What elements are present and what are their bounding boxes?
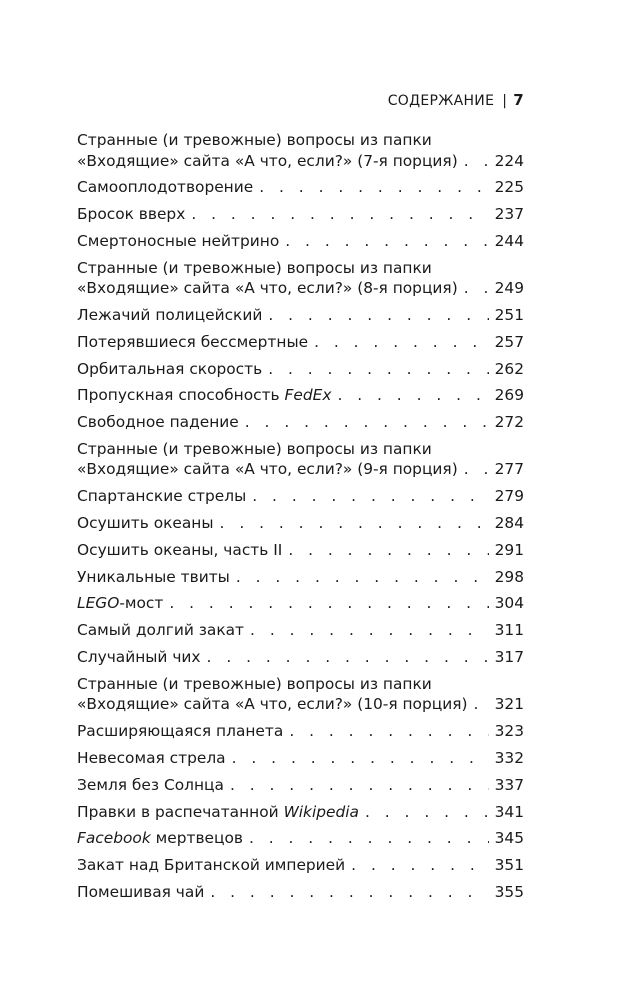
toc-entry-row	[77, 828, 524, 849]
dot-leader	[207, 647, 489, 668]
toc-entry	[77, 567, 524, 588]
toc-page-number: 337	[494, 775, 524, 794]
dot-leader	[250, 620, 489, 641]
toc-page-number: 262	[494, 359, 524, 378]
toc-entry-row	[77, 694, 524, 715]
dot-leader	[285, 231, 488, 252]
toc-entry	[77, 258, 524, 299]
toc-entry	[77, 721, 524, 742]
dot-leader	[464, 151, 489, 172]
dot-leader	[314, 332, 489, 353]
toc-entry-title: Невесомая стрела	[77, 748, 226, 767]
toc-entry-row	[77, 385, 524, 406]
toc-entry	[77, 513, 524, 534]
toc-entry-row	[77, 359, 524, 380]
toc-entry-row	[77, 855, 524, 876]
toc-entry-title: Спартанские стрелы	[77, 487, 247, 506]
dot-leader	[232, 748, 489, 769]
toc-entry-title-line: Странные (и тревожные) вопросы из папки	[77, 439, 432, 458]
toc-entry-title: Уникальные твиты	[77, 567, 230, 586]
dot-leader	[474, 694, 489, 715]
toc-page-number: 269	[494, 386, 524, 405]
toc-entry-title-line: Странные (и тревожные) вопросы из папки	[77, 674, 432, 693]
dot-leader	[351, 855, 488, 876]
toc-page-number: 279	[494, 487, 524, 506]
toc-entry	[77, 231, 524, 252]
toc-entry-row	[77, 802, 524, 823]
toc-entry-row	[77, 775, 524, 796]
toc-page-number: 249	[494, 279, 524, 298]
toc-entry-title-italic: Wikipedia	[283, 802, 359, 821]
toc-entry-title: Самый долгий закат	[77, 621, 245, 640]
toc-entry	[77, 674, 524, 715]
toc-entry-title: Закат над Британской империей	[77, 856, 346, 875]
toc-entry-row	[77, 540, 524, 561]
toc-page-number: 332	[494, 748, 524, 767]
toc-entry-title	[77, 593, 163, 614]
toc-entry-title: Орбитальная скорость	[77, 359, 263, 378]
dot-leader	[245, 412, 489, 433]
toc-entry-row	[77, 412, 524, 433]
toc-entry-title	[77, 828, 243, 849]
toc-entry	[77, 204, 524, 225]
dot-leader	[289, 721, 488, 742]
dot-leader	[191, 204, 488, 225]
toc-entry-title: Самооплодотворение	[77, 178, 254, 197]
toc-entry-row	[77, 647, 524, 668]
toc-entry	[77, 855, 524, 876]
dot-leader	[236, 567, 489, 588]
toc-entry	[77, 593, 524, 614]
toc-entry-title-text: Правки в распечатанной	[77, 802, 284, 821]
dot-leader	[259, 177, 488, 198]
dot-leader	[464, 278, 489, 299]
toc-entry-title: Помешивая чай	[77, 882, 205, 901]
toc-page-number: 224	[494, 151, 524, 170]
toc-entry-row	[77, 593, 524, 614]
toc-entry	[77, 828, 524, 849]
toc-page-number: 257	[494, 332, 524, 351]
toc-entry-title-text: -мост	[119, 594, 164, 613]
toc-entry-title-text: Пропускная способность	[77, 386, 285, 405]
toc-entry-title-line: Странные (и тревожные) вопросы из папки	[77, 131, 432, 149]
toc-entry	[77, 305, 524, 326]
toc-page-number: 237	[494, 205, 524, 224]
toc-entry-row	[77, 567, 524, 588]
toc-page-number: 345	[494, 829, 524, 848]
toc-entry-row	[77, 459, 524, 480]
toc-entry	[77, 332, 524, 353]
dot-leader	[220, 513, 489, 534]
toc-entry-row	[77, 151, 524, 172]
toc-entry	[77, 802, 524, 823]
toc-entry-row	[77, 748, 524, 769]
dot-leader	[230, 775, 489, 796]
header-separator: |	[502, 93, 508, 109]
toc-entry	[77, 882, 524, 903]
toc-entry	[77, 540, 524, 561]
toc-entry-title: Осушить океаны	[77, 514, 214, 533]
table-of-contents	[77, 130, 524, 909]
toc-page-number: 304	[494, 594, 524, 613]
toc-entry-row	[77, 882, 524, 903]
toc-entry-title: Лежачий полицейский	[77, 305, 263, 324]
toc-entry	[77, 620, 524, 641]
toc-entry-title: «Входящие» сайта «А что, если?» (9-я порция)	[77, 460, 458, 479]
toc-entry-row	[77, 177, 524, 198]
toc-entry-row	[77, 231, 524, 252]
dot-leader	[210, 882, 488, 903]
toc-entry	[77, 412, 524, 433]
toc-entry-row	[77, 332, 524, 353]
toc-page-number: 351	[494, 856, 524, 875]
toc-entry-title-line: Странные (и тревожные) вопросы из папки	[77, 258, 432, 277]
toc-entry	[77, 748, 524, 769]
toc-entry-title-italic: Facebook	[77, 829, 151, 848]
dot-leader	[249, 828, 489, 849]
dot-leader	[268, 359, 488, 380]
section-title: СОДЕРЖАНИЕ	[387, 93, 495, 109]
toc-entry	[77, 486, 524, 507]
toc-entry	[77, 775, 524, 796]
toc-entry-title: Расширяющаяся планета	[77, 722, 284, 741]
toc-entry-row	[77, 278, 524, 299]
toc-page-number: 291	[494, 540, 524, 559]
toc-entry-title: «Входящие» сайта «А что, если?» (7-я порция)	[77, 151, 458, 170]
toc-page-number: 355	[494, 882, 524, 901]
toc-page-number: 321	[494, 695, 524, 714]
toc-entry-title: Свободное падение	[77, 413, 239, 432]
toc-entry-title: Земля без Солнца	[77, 775, 224, 794]
dot-leader	[337, 385, 488, 406]
toc-entry-title-text: мертвецов	[150, 829, 243, 848]
toc-page-number: 244	[494, 231, 524, 250]
page-number: 7	[513, 91, 524, 109]
dot-leader	[169, 593, 488, 614]
toc-entry-title: Потерявшиеся бессмертные	[77, 332, 309, 351]
dot-leader	[365, 802, 489, 823]
toc-entry-title-italic: FedEx	[284, 386, 332, 405]
toc-entry-title: Смертоносные нейтрино	[77, 231, 280, 250]
toc-entry	[77, 439, 524, 480]
toc-entry-title	[77, 385, 331, 406]
toc-page-number: 251	[494, 305, 524, 324]
toc-entry-title: Бросок вверх	[77, 205, 186, 224]
toc-entry-row	[77, 204, 524, 225]
running-header	[0, 91, 524, 109]
toc-entry-title-italic: LEGO	[77, 594, 120, 613]
toc-entry-title	[77, 802, 359, 823]
toc-entry	[77, 647, 524, 668]
toc-page-number: 341	[494, 802, 524, 821]
dot-leader	[252, 486, 488, 507]
dot-leader	[288, 540, 488, 561]
toc-entry-title: «Входящие» сайта «А что, если?» (10-я порция)	[77, 695, 468, 714]
toc-page-number: 272	[494, 413, 524, 432]
dot-leader	[268, 305, 488, 326]
toc-entry	[77, 385, 524, 406]
toc-entry-row	[77, 513, 524, 534]
toc-page-number: 277	[494, 460, 524, 479]
toc-entry-title: Случайный чих	[77, 648, 201, 667]
toc-entry	[77, 359, 524, 380]
toc-entry-row	[77, 620, 524, 641]
toc-page-number: 311	[494, 621, 524, 640]
toc-page-number: 284	[494, 514, 524, 533]
dot-leader	[464, 459, 489, 480]
toc-page-number: 323	[494, 722, 524, 741]
toc-page-number: 225	[494, 178, 524, 197]
toc-page-number: 298	[494, 567, 524, 586]
toc-entry-title: Осушить океаны, часть II	[77, 540, 283, 559]
toc-page-number: 317	[494, 648, 524, 667]
toc-entry-title: «Входящие» сайта «А что, если?» (8-я порция)	[77, 279, 458, 298]
toc-entry-row	[77, 721, 524, 742]
toc-entry-row	[77, 305, 524, 326]
toc-entry-row	[77, 486, 524, 507]
toc-entry	[77, 177, 524, 198]
toc-entry	[77, 130, 524, 171]
